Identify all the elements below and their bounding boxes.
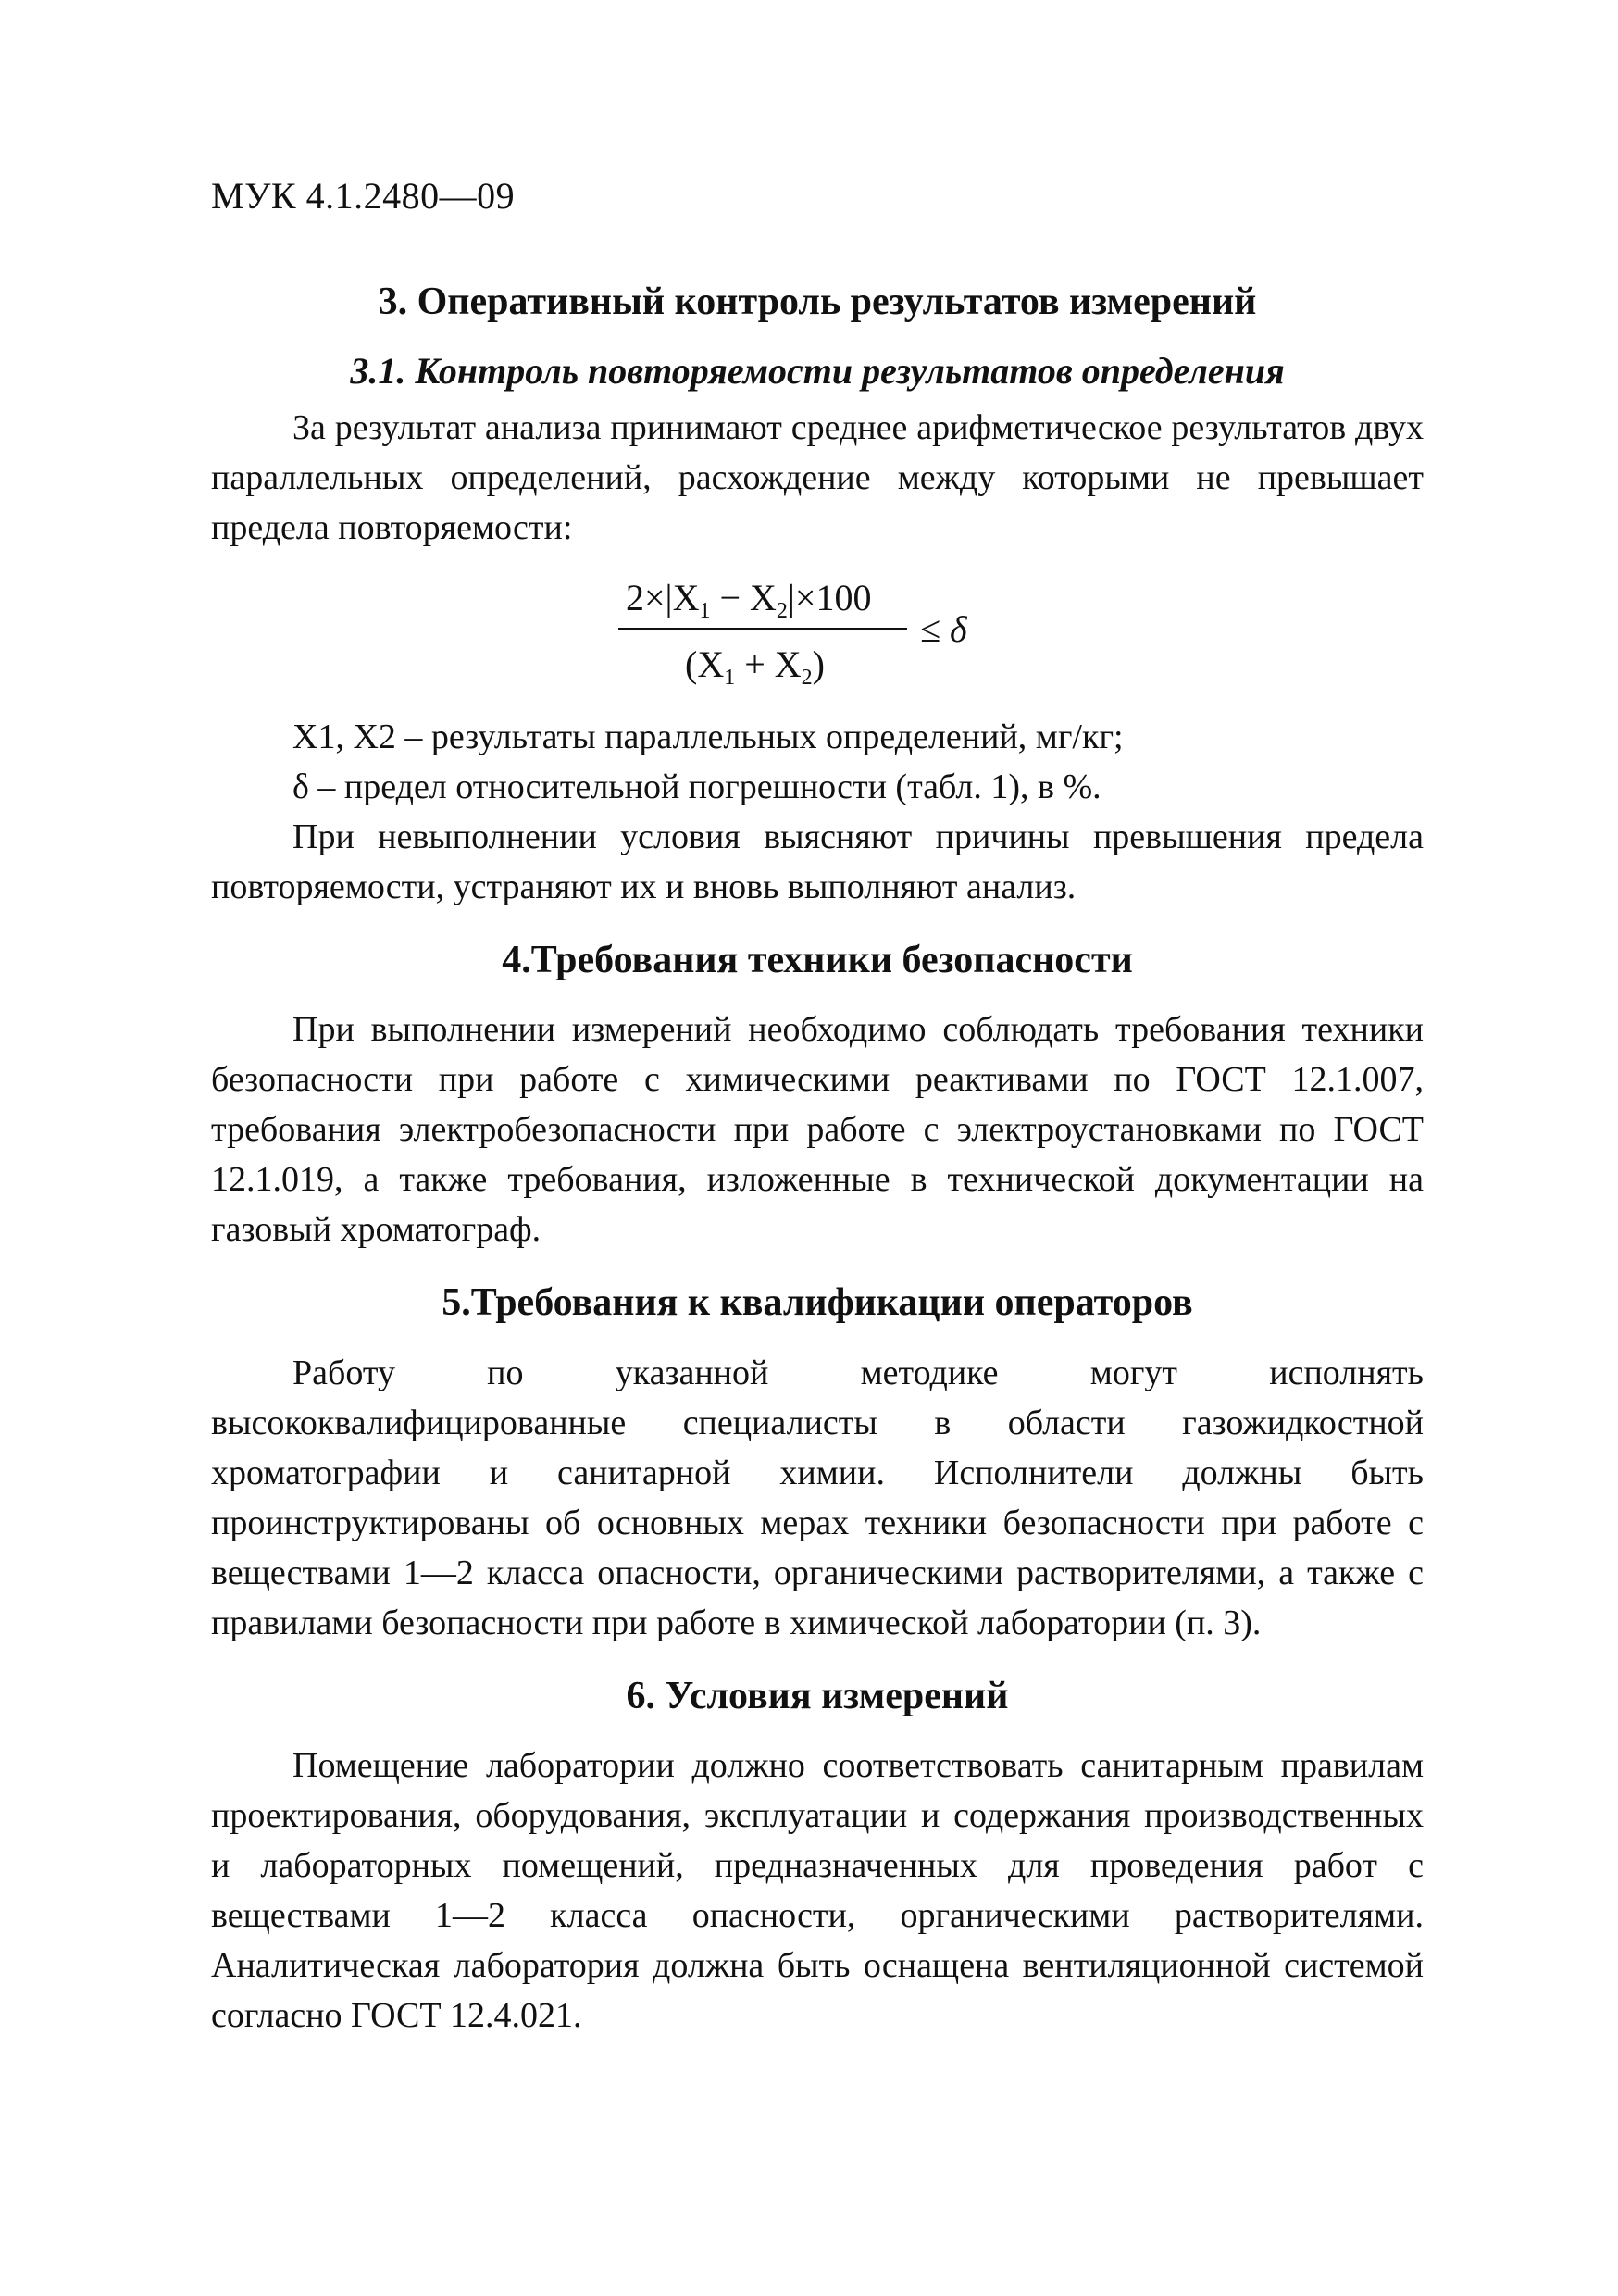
section-6 bbox=[211, 1672, 1424, 2041]
formula-denominator: $(X_1 + X_2)$ bbox=[685, 643, 825, 690]
running-header: МУК 4.1.2480—09 bbox=[211, 175, 516, 217]
formula-numerator: $2\times|X_1 - X_2|\times 100$ bbox=[626, 576, 872, 623]
definition-x: X1, X2 – результаты параллельных определений, мг/кг; bbox=[292, 717, 1124, 756]
page-content bbox=[211, 278, 1424, 2040]
spacer bbox=[211, 1254, 1424, 1279]
section-5-paragraph: Работу по указанной методике могут исполнять высококвалифицированные специалисты в области газожидкостной хроматографии и санитарной химии. Исполнители должны быть проинструктированы об основных мерах техники безопасности при работе с веществами 1—2 класса опасности, органическими растворителями, а также с правилами безопасности при работе в химической лаборатории (п. 3). bbox=[211, 1353, 1424, 1642]
section-4-paragraph: При выполнении измерений необходимо соблюдать требования техники безопасности при работе с химическими реактивами по ГОСТ 12.1.007, требования электробезопасности при работе с электроустановками по ГОСТ 12.1.019, а также требования, изложенные в технической документации на газовый хроматограф. bbox=[211, 1010, 1424, 1249]
formula-relation: ≤ δ bbox=[920, 607, 967, 650]
section-3-paragraph-2: При невыполнении условия выясняют причины превышения предела повторяемости, устраняют их и вновь выполняют анализ. bbox=[211, 817, 1424, 906]
section-6-title: 6. Условия измерений bbox=[626, 1674, 1009, 1717]
section-3 bbox=[211, 278, 1424, 912]
section-3-1-subtitle: 3.1. Контроль повторяемости результатов определения bbox=[350, 349, 1285, 392]
section-6-paragraph: Помещение лаборатории должно соответствовать санитарным правилам проектирования, оборудования, эксплуатации и содержания производственных и лабораторных помещений, предназначенных для проведения работ с веществами 1—2 класса опасности, органическими растворителями. Аналитическая лаборатория должна быть оснащена вентиляционной системой согласно ГОСТ 12.4.021. bbox=[211, 1746, 1424, 2035]
section-3-title: 3. Оперативный контроль результатов измерений bbox=[378, 281, 1257, 323]
spacer bbox=[211, 1648, 1424, 1672]
repeatability-formula bbox=[211, 558, 1424, 697]
section-5 bbox=[211, 1279, 1424, 1648]
section-4-title: 4.Требования техники безопасности bbox=[502, 938, 1133, 981]
section-3-paragraph-1: За результат анализа принимают среднее арифметическое результатов двух параллельных определений, расхождение между которыми не превышает предела повторяемости: bbox=[211, 407, 1424, 547]
spacer bbox=[211, 912, 1424, 936]
section-5-title: 5.Требования к квалификации операторов bbox=[442, 1281, 1193, 1324]
formula-graphic bbox=[618, 558, 1100, 697]
section-4 bbox=[211, 936, 1424, 1255]
definition-delta: δ – предел относительной погрешности (табл. 1), в %. bbox=[292, 767, 1101, 806]
